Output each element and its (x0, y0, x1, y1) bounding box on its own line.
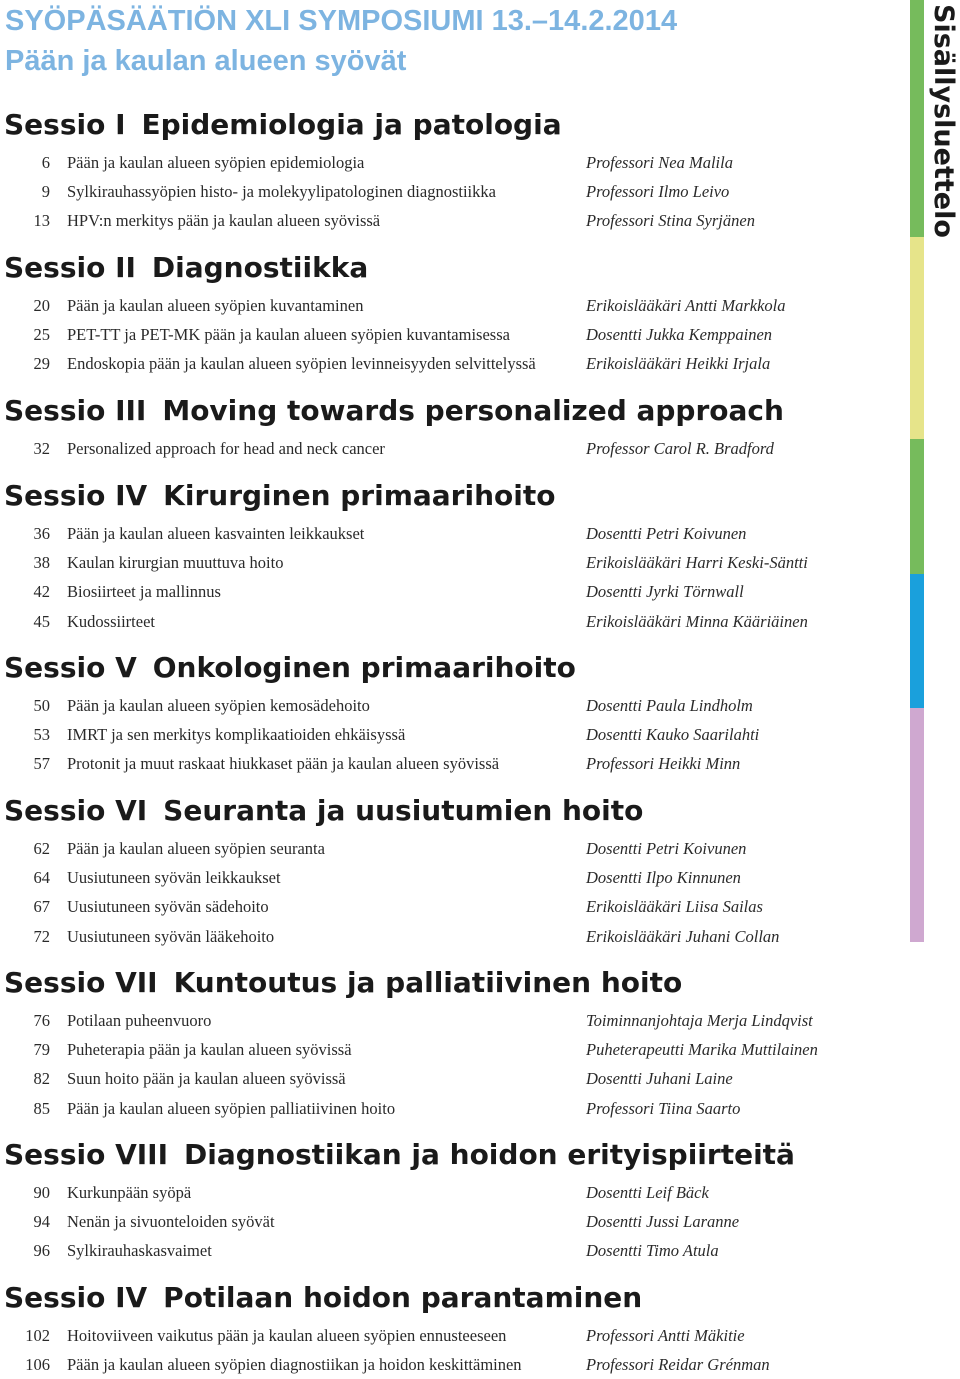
session-heading (4, 251, 368, 285)
entry-speaker: Erikoislääkäri Harri Keski-Säntti (586, 553, 808, 573)
entry-speaker: Erikoislääkäri Liisa Sailas (586, 897, 763, 917)
session-title: Moving towards personalized approach (162, 394, 784, 427)
entry-topic: Sylkirauhassyöpien histo- ja molekyylipatologinen diagnostiikka (67, 182, 496, 202)
side-bar-blue (910, 574, 924, 708)
entry-speaker: Professori Antti Mäkitie (586, 1326, 745, 1345)
page-number: 85 (33, 1098, 50, 1118)
entry-speaker: Erikoislääkäri Minna Kääriäinen (586, 611, 808, 631)
session-number: Sessio VII (4, 966, 158, 999)
entry-topic: Pään ja kaulan alueen syöpien epidemiologia (67, 153, 365, 172)
entry-topic: Nenän ja sivuonteloiden syövät (67, 1212, 275, 1232)
session-number: Sessio V (4, 651, 137, 684)
page-number: 72 (33, 926, 50, 946)
entry-topic: Biosiirteet ja mallinnus (67, 582, 221, 602)
entry-topic: Suun hoito pään ja kaulan alueen syövissä (67, 1069, 346, 1089)
entry-speaker: Professori Nea Malila (586, 153, 733, 172)
side-bar-yellow (910, 237, 924, 439)
toc-entry[interactable] (0, 320, 900, 349)
entry-topic: Pään ja kaulan alueen syöpien kuvantaminen (67, 296, 364, 315)
session-title: Onkologinen primaarihoito (152, 651, 576, 684)
session-number: Sessio IV (4, 1281, 148, 1314)
session-number: Sessio II (4, 251, 136, 284)
toc-entry[interactable] (0, 607, 900, 636)
entry-speaker: Dosentti Juhani Laine (586, 1069, 733, 1089)
entry-speaker: Professori Tiina Saarto (586, 1098, 741, 1118)
entry-topic: Uusiutuneen syövän lääkehoito (67, 926, 275, 946)
toc-entry[interactable] (0, 434, 900, 463)
session-number: Sessio III (4, 394, 147, 427)
page-number: 50 (33, 696, 50, 715)
session-title: Kuntoutus ja palliatiivinen hoito (173, 966, 683, 999)
entry-speaker: Dosentti Kauko Saarilahti (586, 725, 760, 745)
session-heading (4, 794, 643, 828)
entry-speaker: Dosentti Petri Koivunen (586, 839, 747, 858)
entry-topic: Kudossiirteet (67, 611, 155, 631)
entry-topic: Pään ja kaulan alueen syöpien palliatiivinen hoito (67, 1098, 396, 1118)
page-number: 42 (33, 582, 50, 602)
table-of-contents-title: Sisällysluettelo (928, 4, 959, 238)
toc-entry[interactable] (0, 892, 900, 921)
page-number: 57 (33, 754, 50, 774)
toc-entry[interactable] (0, 1006, 900, 1035)
toc-entry[interactable] (0, 148, 900, 177)
entry-topic: PET-TT ja PET-MK pään ja kaulan alueen syöpien kuvantamisessa (67, 325, 510, 345)
entry-speaker: Professori Heikki Minn (586, 754, 741, 774)
page-number: 62 (33, 839, 50, 858)
symposium-title: SYÖPÄSÄÄTIÖN XLI SYMPOSIUMI 13.–14.2.2014 (5, 5, 678, 37)
entry-topic: Uusiutuneen syövän sädehoito (67, 897, 269, 917)
session-number: Sessio VI (4, 794, 148, 827)
entry-speaker: Dosentti Jyrki Törnwall (586, 582, 744, 602)
toc-entry[interactable] (0, 834, 900, 863)
session-heading (4, 479, 555, 513)
entry-speaker: Toiminnanjohtaja Merja Lindqvist (586, 1011, 813, 1030)
session-heading (4, 108, 562, 142)
page-number: 102 (25, 1326, 50, 1345)
page-number: 9 (41, 182, 50, 202)
entry-topic: HPV:n merkitys pään ja kaulan alueen syövissä (67, 211, 381, 231)
toc-entry[interactable] (0, 691, 900, 720)
entry-speaker: Erikoislääkäri Juhani Collan (586, 926, 780, 946)
page-number: 13 (33, 211, 50, 231)
toc-entry[interactable] (0, 1178, 900, 1207)
entry-speaker: Dosentti Ilpo Kinnunen (586, 868, 741, 888)
entry-speaker: Dosentti Leif Bäck (586, 1183, 709, 1202)
document-header (5, 2, 677, 80)
entry-speaker: Dosentti Paula Lindholm (586, 696, 753, 715)
toc-entry[interactable] (0, 863, 900, 892)
entry-topic: Sylkirauhaskasvaimet (67, 1241, 212, 1261)
entry-topic: Pään ja kaulan alueen syöpien seuranta (67, 839, 325, 858)
entry-topic: Uusiutuneen syövän leikkaukset (67, 868, 281, 888)
toc-entry[interactable] (0, 749, 900, 778)
page-number: 6 (41, 153, 50, 172)
entry-topic: Kurkunpään syöpä (67, 1183, 192, 1202)
session-heading (4, 1281, 642, 1315)
session-title: Epidemiologia ja patologia (141, 108, 562, 141)
entry-speaker: Professori Stina Syrjänen (586, 211, 755, 231)
page-number: 90 (33, 1183, 50, 1202)
toc-entry[interactable] (0, 1207, 900, 1236)
page-number: 106 (25, 1355, 50, 1375)
toc-entry[interactable] (0, 922, 900, 951)
entry-topic: Kaulan kirurgian muuttuva hoito (67, 553, 284, 573)
toc-entry[interactable] (0, 1236, 900, 1265)
page-number: 82 (33, 1069, 50, 1089)
page-number: 36 (33, 524, 50, 543)
entry-topic: IMRT ja sen merkitys komplikaatioiden ehkäisyssä (67, 725, 406, 745)
entry-topic: Potilaan puheenvuoro (67, 1011, 212, 1030)
session-heading (4, 1138, 795, 1172)
session-title: Kirurginen primaarihoito (163, 479, 556, 512)
session-title: Seuranta ja uusiutumien hoito (163, 794, 644, 827)
session-number: Sessio I (4, 108, 126, 141)
entry-speaker: Dosentti Jukka Kemppainen (586, 325, 773, 345)
toc-entry[interactable] (0, 1035, 900, 1064)
session-title: Diagnostiikan ja hoidon erityispiirteitä (184, 1138, 795, 1171)
entry-topic: Hoitoviiveen vaikutus pään ja kaulan alueen syöpien ennusteeseen (67, 1326, 507, 1345)
session-heading (4, 651, 576, 685)
entry-topic: Pään ja kaulan alueen syöpien kemosädehoito (67, 696, 370, 715)
page-number: 38 (33, 553, 50, 573)
toc-entry[interactable] (0, 349, 900, 378)
page-number: 67 (33, 897, 50, 917)
session-title: Diagnostiikka (151, 251, 369, 284)
entry-speaker: Puheterapeutti Marika Muttilainen (586, 1040, 818, 1060)
symposium-subtitle: Pään ja kaulan alueen syövät (5, 45, 407, 77)
toc-entry[interactable] (0, 519, 900, 548)
side-bar-green (910, 439, 924, 574)
page-number: 20 (33, 296, 50, 315)
session-number: Sessio IV (4, 479, 148, 512)
toc-entry[interactable] (0, 206, 900, 235)
page-number: 76 (33, 1011, 50, 1030)
entry-speaker: Dosentti Timo Atula (586, 1241, 719, 1261)
side-bar-green-top (910, 0, 924, 237)
side-bar-purple (910, 708, 924, 942)
page-number: 96 (33, 1241, 50, 1261)
entry-speaker: Professor Carol R. Bradford (586, 439, 774, 458)
toc-entry[interactable] (0, 1321, 900, 1350)
page-number: 79 (33, 1040, 50, 1060)
entry-speaker: Professori Ilmo Leivo (586, 182, 730, 202)
entry-speaker: Dosentti Jussi Laranne (586, 1212, 740, 1232)
session-heading (4, 966, 682, 1000)
toc-entry[interactable] (0, 720, 900, 749)
page-number: 94 (33, 1212, 50, 1232)
toc-entry[interactable] (0, 1094, 900, 1123)
entry-speaker: Professori Reidar Grénman (586, 1355, 770, 1375)
toc-entry[interactable] (0, 548, 900, 577)
page-number: 53 (33, 725, 50, 745)
page-number: 64 (33, 868, 50, 888)
session-number: Sessio VIII (4, 1138, 168, 1171)
entry-speaker: Erikoislääkäri Antti Markkola (586, 296, 786, 315)
session-heading (4, 394, 784, 428)
entry-speaker: Dosentti Petri Koivunen (586, 524, 747, 543)
entry-topic: Puheterapia pään ja kaulan alueen syövissä (67, 1040, 352, 1060)
entry-topic: Protonit ja muut raskaat hiukkaset pään ja kaulan alueen syövissä (67, 754, 500, 774)
toc-entry[interactable] (0, 291, 900, 320)
entry-topic: Pään ja kaulan alueen syöpien diagnostiikan ja hoidon keskittäminen (67, 1355, 522, 1375)
toc-entry[interactable] (0, 1064, 900, 1093)
session-title: Potilaan hoidon parantaminen (163, 1281, 643, 1314)
toc-entry[interactable] (0, 577, 900, 606)
entry-speaker: Erikoislääkäri Heikki Irjala (586, 354, 771, 374)
page-number: 25 (33, 325, 50, 345)
toc-entry[interactable] (0, 177, 900, 206)
page-number: 29 (33, 354, 50, 374)
page-number: 45 (33, 611, 50, 631)
entry-topic: Pään ja kaulan alueen kasvainten leikkaukset (67, 524, 365, 543)
entry-topic: Endoskopia pään ja kaulan alueen syöpien levinneisyyden selvittelyssä (67, 354, 536, 374)
entry-topic: Personalized approach for head and neck cancer (67, 439, 385, 458)
page-number: 32 (33, 439, 50, 458)
toc-entry[interactable] (0, 1350, 900, 1379)
